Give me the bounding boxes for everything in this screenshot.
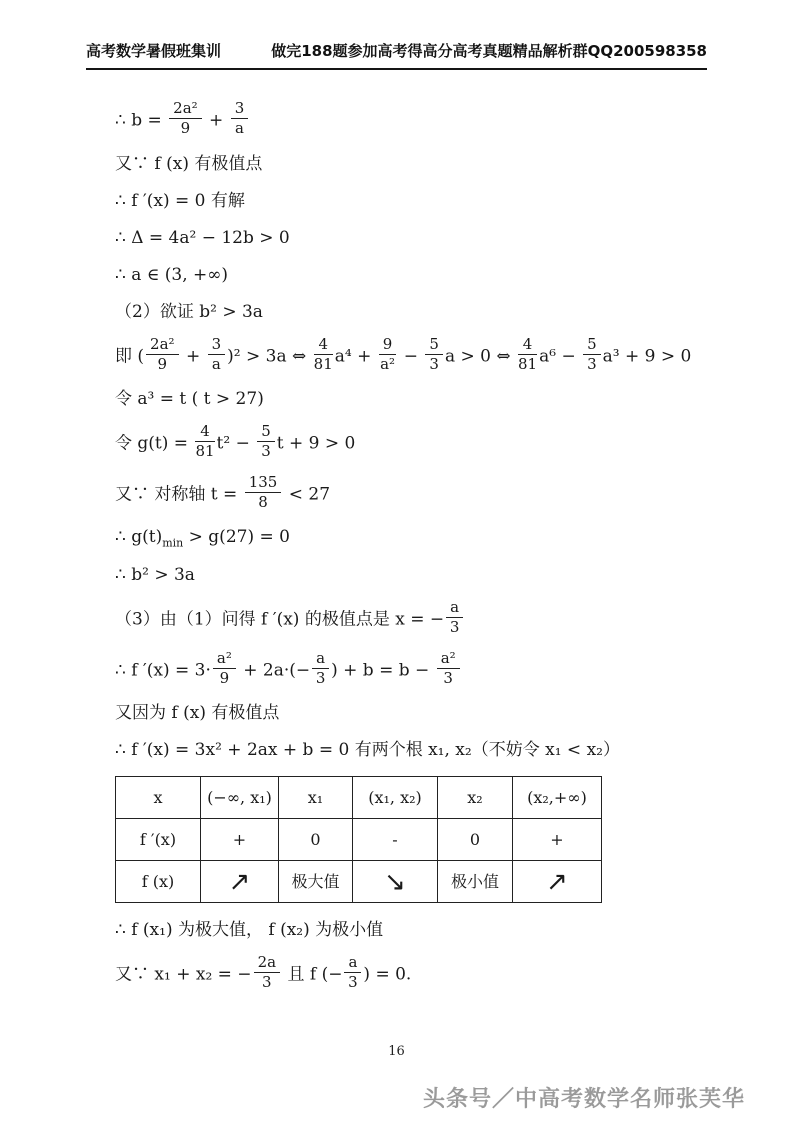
math-line: ∴ f ′(x) = 0 有解 [115, 190, 245, 211]
table-cell: ↗ [513, 861, 602, 903]
header-right-text: 做完188题参加高考得高分高考真题精品解析群QQ200598358 [271, 42, 707, 60]
math-line: 又∵ f (x) 有极值点 [115, 153, 263, 174]
table-cell: x₂ [438, 777, 513, 819]
fraction: $\frac{\text{a²}}{3}$ [437, 650, 460, 688]
header-left-text: 高考数学暑假班集训 [86, 42, 222, 60]
math-line: 又因为 f (x) 有极值点 [115, 703, 280, 724]
math-line: ∴ f (x₁) 为极大值， f (x₂) 为极小值 [115, 920, 384, 941]
math-line: ∴ a ∈ (3, +∞) [115, 264, 229, 285]
lines-after-table [115, 919, 698, 994]
table-cell: (x₁, x₂) [353, 777, 438, 819]
fraction: $\frac{5}{3}$ [257, 423, 275, 461]
fraction: $\frac{a}{3}$ [344, 954, 361, 992]
page-header [86, 40, 707, 70]
table-cell: x₁ [279, 777, 353, 819]
math-line: 又∵ 对称轴 t = $\frac{135}{8}$ < 27 [115, 472, 331, 511]
table-cell: ↗ [201, 861, 279, 903]
math-line: ∴ b² > 3a [115, 565, 195, 586]
math-line: 又∵ x₁ + x₂ = − $\frac{2a}{3}$ 且 f (− $\frac{a}{3}$ ) = 0. [115, 953, 412, 992]
math-line: ∴ b = $\frac{\text{2a²}}{9}$ + $\frac{3}{a}$ [115, 102, 698, 140]
fraction: $\frac{\text{a²}}{9}$ [213, 650, 236, 688]
table-cell: 极大值 [279, 861, 353, 903]
monotonicity-table [115, 776, 602, 903]
table-row [116, 861, 602, 903]
fraction: $\frac{9}{\text{a²}}$ [380, 334, 396, 373]
fraction: $\frac{\text{2a²}}{9}$ [169, 100, 202, 138]
fraction: $\frac{5}{3}$ [583, 336, 601, 374]
fraction: $\frac{4}{81}$ [518, 334, 538, 373]
table-cell: (x₂,+∞) [513, 777, 602, 819]
math-line: （3）由（1）问得 f ′(x) 的极值点是 x = − $\frac{a}{3}$ [115, 601, 698, 639]
math-line: 令 g(t) = $\frac{4}{81}$ t² − $\frac{5}{3}$ t + 9 > 0 [115, 422, 356, 461]
fraction: $\frac{4}{81}$ [313, 334, 333, 373]
fraction: $\frac{a}{3}$ [446, 599, 463, 637]
fraction: $\frac{5}{3}$ [425, 336, 443, 374]
math-line: ∴ f ′(x) = 3x² + 2ax + b = 0 有两个根 x₁, x₂（不妨令 x₁ < x₂） [115, 740, 620, 761]
table-cell: - [353, 819, 438, 861]
table-cell: + [201, 819, 279, 861]
table-cell: 0 [279, 819, 353, 861]
monotonicity-table-body [116, 777, 602, 903]
page-number: 16 [388, 1044, 405, 1059]
table-cell: 0 [438, 819, 513, 861]
math-line: 令 a³ = t ( t > 27) [115, 389, 264, 409]
fraction: $\frac{3}{a}$ [231, 100, 249, 138]
table-cell: (−∞, x₁) [201, 777, 279, 819]
table-cell: x [116, 777, 201, 819]
table-row [116, 819, 602, 861]
math-line: ∴ $g(t)_{min} > g(27) = 0$ [115, 527, 290, 550]
solution-content [115, 99, 698, 1007]
table-cell: + [513, 819, 602, 861]
watermark-text: 头条号／中高考数学名师张芙华 [422, 1087, 745, 1112]
fraction: $\frac{2a}{3}$ [254, 954, 281, 992]
math-line: ∴ f ′(x) = 3· $\frac{\text{a²}}{9}$ + 2a·(− $\frac{a}{3}$ ) + b = b − $\frac{\text{a²}}{3}$ [115, 652, 698, 690]
fraction: $\frac{135}{8}$ [245, 474, 282, 512]
math-line: 即 ( $\frac{\text{2a²}}{9}$ + $\frac{3}{a}$ )² > 3a ⇔ $\frac{4}{81}$ a⁴ + $\frac{9}{\text{a²}}$ − $\frac{5}{3}$ a > 0 ⇔ $\frac{4}{81}$ a⁶ − $\frac{5}{3}$ a³ + 9 > 0 [115, 334, 692, 373]
math-line: （2）欲证 b² > 3a [115, 301, 263, 322]
table-cell: 极小值 [438, 861, 513, 903]
table-cell: f ′(x) [116, 819, 201, 861]
table-row [116, 777, 602, 819]
table-cell: ↘ [353, 861, 438, 903]
fraction: $\frac{a}{3}$ [312, 650, 329, 688]
fraction: $\frac{\text{2a²}}{9}$ [146, 336, 179, 374]
lines-before-table [115, 99, 698, 763]
fraction: $\frac{3}{a}$ [208, 336, 226, 374]
math-line: ∴ Δ = 4a² − 12b > 0 [115, 227, 290, 248]
table-cell: f (x) [116, 861, 201, 903]
fraction: $\frac{4}{81}$ [195, 422, 215, 461]
